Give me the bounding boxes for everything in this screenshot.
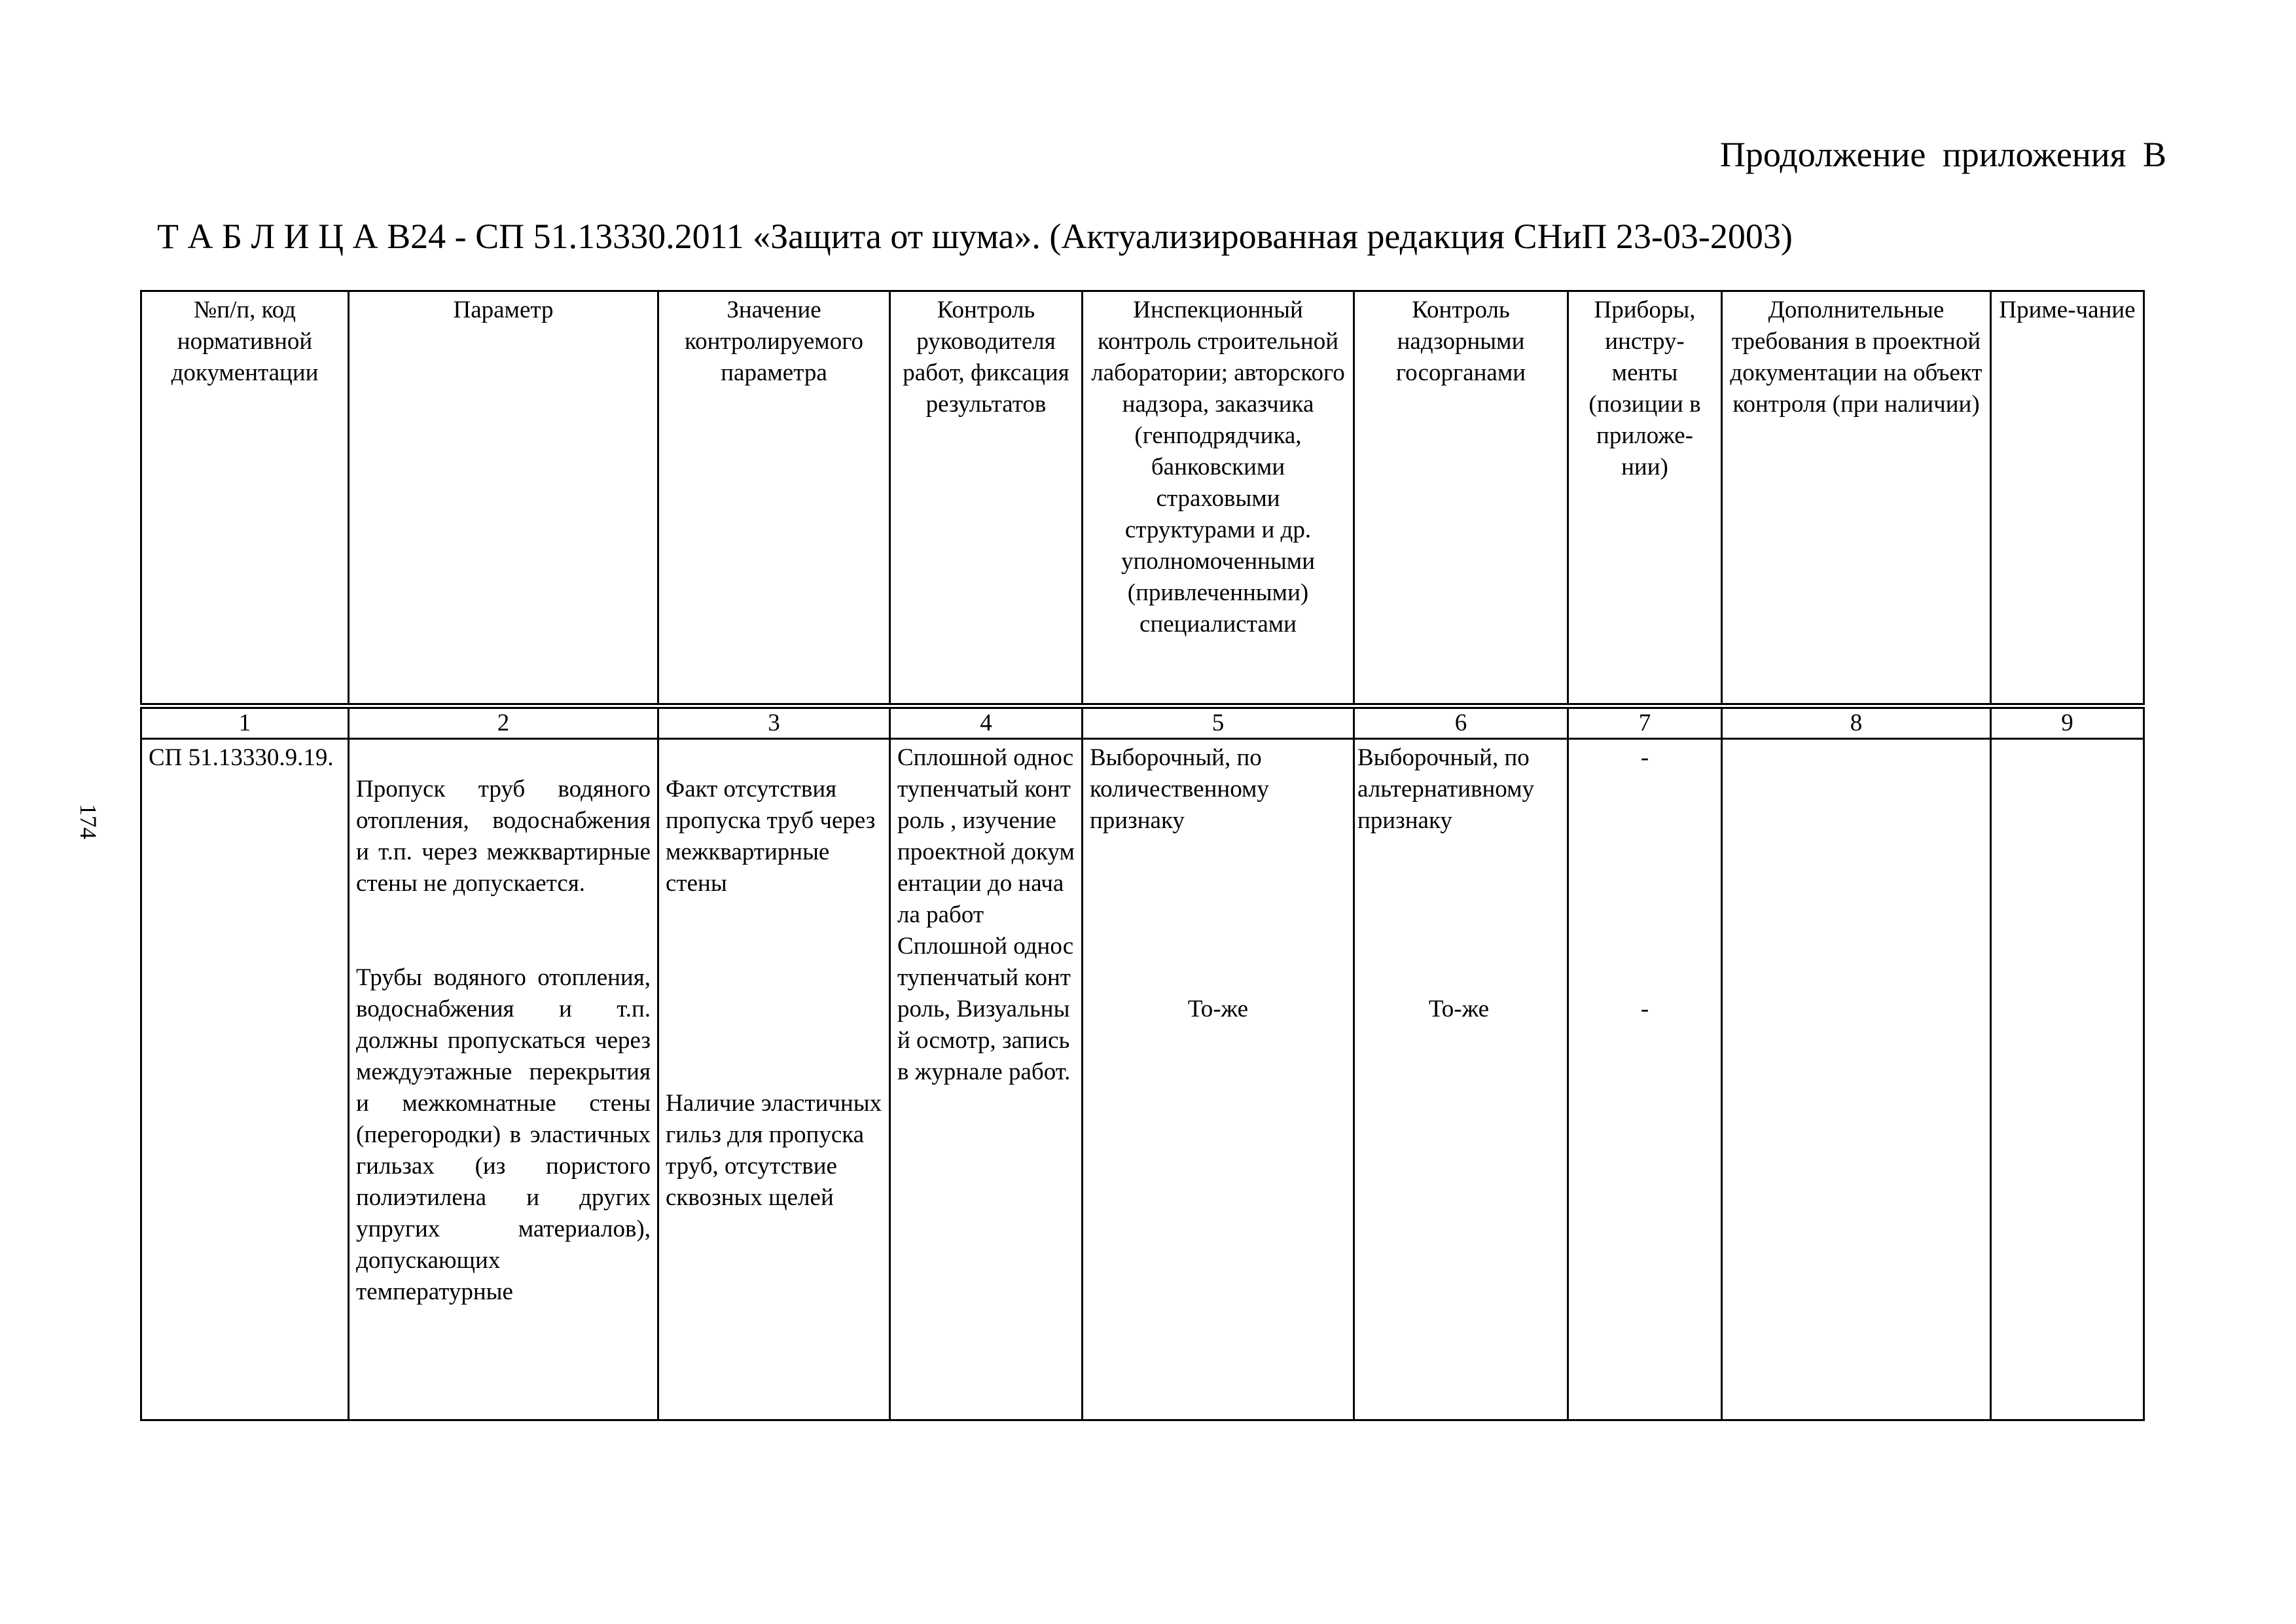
row-government-control [1354, 739, 1568, 1420]
header-parameter: Параметр [349, 291, 658, 706]
column-number: 8 [1722, 706, 1991, 739]
column-number: 7 [1568, 706, 1722, 739]
column-number: 6 [1354, 706, 1568, 739]
row-value [658, 739, 890, 1420]
tools-text-1: - [1640, 744, 1649, 771]
government-text-1: Выборочный, по альтернативному признаку [1357, 744, 1534, 834]
management-text-2: Сплошной одноступенчатый контроль, Визуальный осмотр, запись в журнале работ. [897, 933, 1074, 1085]
header-value: Значение контролируемого параметра [658, 291, 890, 706]
management-text-1: Сплошной одноступенчатый контроль , изучение проектной документации до начала работ [897, 744, 1075, 928]
row-inspection-control [1083, 739, 1354, 1420]
government-text-2: То-же [1428, 996, 1490, 1022]
header-government-control: Контроль надзорными госорганами [1354, 291, 1568, 706]
column-number-row [141, 706, 2144, 739]
row-additional-requirements [1722, 739, 1991, 1420]
tools-text-2: - [1640, 996, 1649, 1022]
continuation-label: Продолжение приложения В [1719, 135, 2166, 174]
row-parameter [349, 739, 658, 1420]
row-note [1991, 739, 2144, 1420]
control-table [140, 290, 2145, 1421]
header-row [141, 291, 2144, 706]
row-tools [1568, 739, 1722, 1420]
header-code: №п/п, код нормативной документации [141, 291, 349, 706]
column-number: 1 [141, 706, 349, 739]
inspection-text-2: То-же [1187, 996, 1249, 1022]
column-number: 5 [1083, 706, 1354, 739]
table-title: Т А Б Л И Ц А В24 - СП 51.13330.2011 «Защита от шума». (Актуализированная редакция СНиП 23-03-2003) [157, 217, 1793, 256]
column-number: 3 [658, 706, 890, 739]
parameter-text-1: Пропуск труб водяного отопления, водоснабжения и т.п. через межквартирные стены не допускается. [356, 776, 651, 897]
header-tools: Приборы, инстру-менты (позиции в приложе-нии) [1568, 291, 1722, 706]
column-number: 2 [349, 706, 658, 739]
header-inspection-control: Инспекционный контроль строительной лаборатории; авторского надзора, заказчика (генподрядчика, банковскими страховыми структурами и др. уполномоченными (привлеченными) специалистами [1083, 291, 1354, 706]
inspection-text-1: Выборочный, по количественному признаку [1090, 744, 1269, 834]
column-number: 9 [1991, 706, 2144, 739]
table-row [141, 739, 2144, 1420]
row-management-control [890, 739, 1083, 1420]
column-number: 4 [890, 706, 1083, 739]
value-text-2: Наличие эластичных гильз для пропуска труб, отсутствие сквозных щелей [666, 1090, 882, 1211]
header-management-control: Контроль руководителя работ, фиксация результатов [890, 291, 1083, 706]
page-number: 174 [75, 804, 101, 839]
value-text-1: Факт отсутствия пропуска труб через межквартирные стены [666, 776, 876, 897]
parameter-text-2: Трубы водяного отопления, водоснабжения и т.п. должны пропускаться через междуэтажные перекрытия и межкомнатные стены (перегородки) в эластичных гильзах (из пористого полиэтилена и других упругих материалов), допускающих температурные [356, 964, 651, 1305]
header-additional-requirements: Дополнительные требования в проектной документации на объект контроля (при наличии) [1722, 291, 1991, 706]
row-code: СП 51.13330.9.19. [141, 739, 349, 1420]
header-note: Приме-чание [1991, 291, 2144, 706]
